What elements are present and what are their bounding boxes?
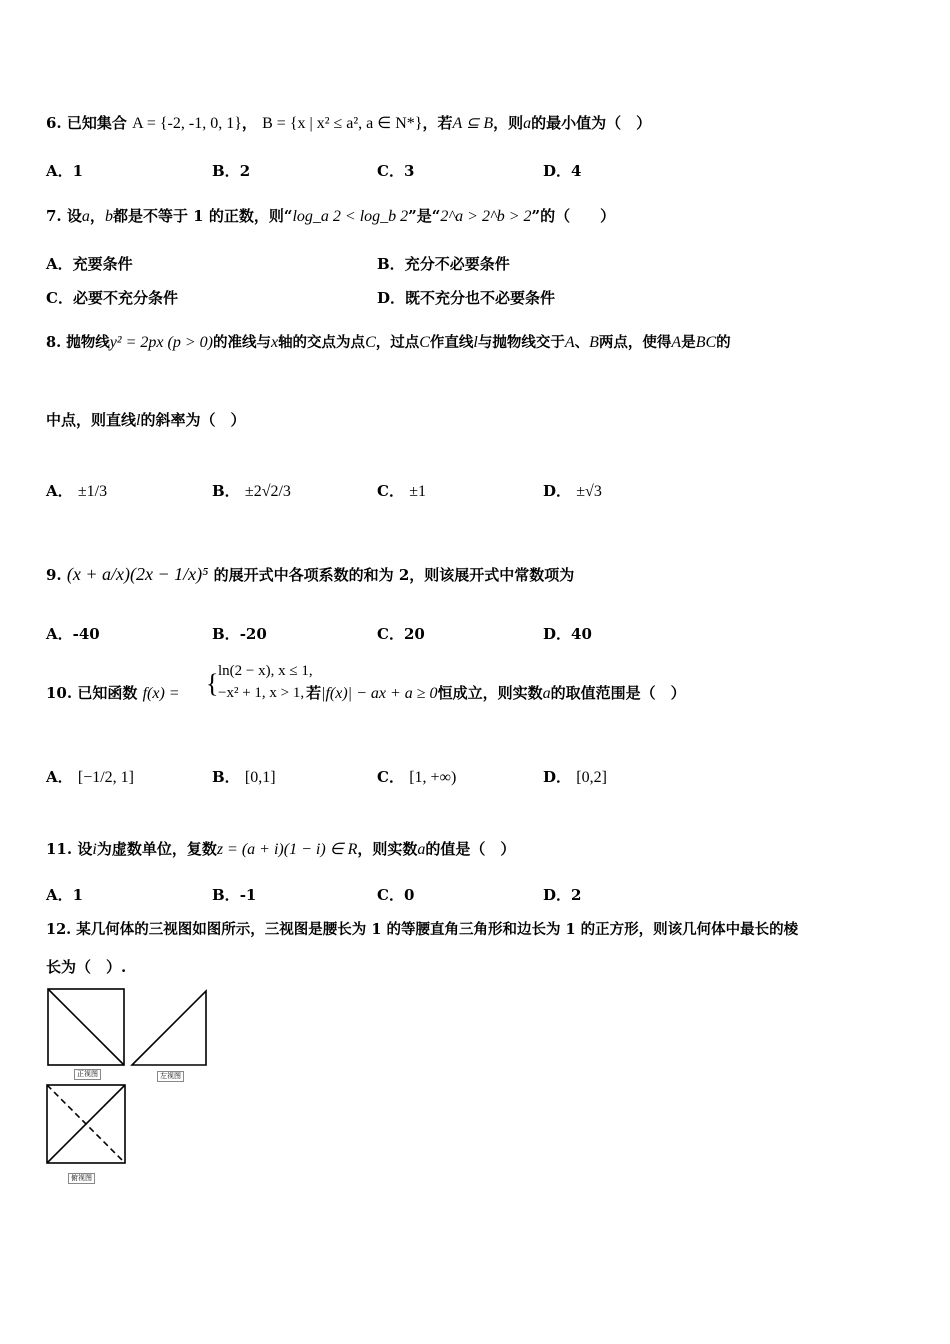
complex-expression: z = (a + i)(1 − i) ∈ R [216, 841, 358, 858]
option-a[interactable]: A．1 [46, 162, 84, 180]
question-number: 9. [46, 566, 62, 584]
option-d[interactable]: D．4 [543, 162, 582, 180]
question-number: 11. [46, 840, 73, 858]
question-9 [46, 564, 574, 585]
question-text: 的最小值为（ ） [531, 114, 652, 132]
option-b[interactable]: B．充分不必要条件 [377, 255, 510, 273]
option-c[interactable]: C．20 [377, 625, 425, 643]
question-text: 已知集合 [66, 114, 127, 132]
front-view-triangle [48, 989, 124, 1065]
parabola-equation: y² = 2px (p > 0) [109, 334, 213, 351]
side-view-triangle [132, 991, 206, 1065]
option-b[interactable]: B．-20 [212, 625, 267, 643]
question-8-line-2: 中点，则直线l的斜率为（ ） [46, 411, 246, 429]
question-text: ，若 [422, 114, 453, 132]
variable-a: a [81, 208, 90, 225]
question-text: ，则 [493, 114, 524, 132]
option-b[interactable]: B．-1 [212, 886, 257, 904]
option-b[interactable]: B．2 [212, 162, 251, 180]
binomial-expression: (x + a/x)(2x − 1/x)⁵ [66, 564, 209, 584]
set-b-expression: B = {x | x² ≤ a², a ∈ N*} [262, 115, 423, 132]
exp-condition: 2^a > 2^b > 2 [440, 208, 532, 225]
option-d[interactable]: D．既不充分也不必要条件 [377, 289, 556, 307]
log-condition: log_a 2 < log_b 2 [292, 208, 409, 225]
question-number: 12. [46, 921, 72, 938]
option-d[interactable]: D． ±√3 [543, 482, 602, 500]
option-b[interactable]: B． ±2√2/3 [212, 482, 291, 500]
option-d[interactable]: D． [0,2] [543, 768, 607, 786]
question-number: 8. [46, 334, 62, 351]
option-c[interactable]: C． ±1 [377, 482, 426, 500]
question-text: 设 [66, 207, 82, 225]
option-d[interactable]: D．40 [543, 625, 592, 643]
question-text: 某几何体的三视图如图所示，三视图是腰长为 1 的等腰直角三角形和边长为 1 的正方形，则该几何体中最长的棱 [76, 921, 799, 938]
three-view-figure [40, 985, 220, 1195]
question-number: 7. [46, 207, 62, 225]
question-6 [46, 113, 651, 134]
question-number: 10. [46, 684, 73, 702]
top-view-square [47, 1085, 125, 1163]
option-d[interactable]: D．2 [543, 886, 582, 904]
option-a[interactable]: A． [−1/2, 1] [46, 768, 134, 786]
option-c[interactable]: C． [1, +∞) [377, 768, 457, 786]
side-view-label: 左视图 [157, 1071, 184, 1082]
question-text: 都是不等于 1 的正数，则“ [112, 207, 293, 225]
option-a[interactable]: A． ±1/3 [46, 482, 108, 500]
question-12 [46, 920, 798, 940]
piecewise-brace: { [206, 669, 219, 698]
question-12-line-2: 长为（ ）. [46, 958, 127, 976]
option-b[interactable]: B． [0,1] [212, 768, 276, 786]
option-c[interactable]: C．必要不充分条件 [46, 289, 178, 307]
question-text: 的展开式中各项系数的和为 2，则该展开式中常数项为 [213, 566, 575, 584]
question-11: 11. 设i为虚数单位，复数z = (a + i)(1 − i) ∈ R，则实数a的值是（ ） [46, 840, 516, 858]
set-a-expression: A = {-2, -1, 0, 1} [132, 115, 242, 132]
piecewise-cases: ln(2 − x), x ≤ 1, −x² + 1, x > 1, [218, 663, 313, 701]
function-name: f(x) = [142, 685, 180, 702]
question-text: ， [241, 114, 257, 132]
variable-a: a [523, 115, 532, 132]
question-text: ”是“ [408, 207, 441, 225]
inequality: |f(x)| − ax + a ≥ 0 [321, 685, 438, 702]
front-view-label: 正视图 [74, 1069, 101, 1080]
subset-condition: A ⊆ B [452, 115, 494, 132]
option-c[interactable]: C．3 [377, 162, 415, 180]
question-text: ”的（ ） [531, 207, 616, 225]
question-number: 6. [46, 114, 62, 132]
option-c[interactable]: C．0 [377, 886, 415, 904]
option-a[interactable]: A．1 [46, 886, 84, 904]
question-10: 10. 已知函数 f(x) = 若|f(x)| − ax + a ≥ 0恒成立，则实数a的取值范围是（ ） [46, 684, 686, 702]
option-a[interactable]: A．充要条件 [46, 255, 133, 273]
question-8: 8. 抛物线y² = 2px (p > 0)的准线与x轴的交点为点C，过点C作直线l与抛物线交于A、B两点，使得A是BC的 [46, 334, 731, 351]
variable-b: b [104, 208, 113, 225]
option-a[interactable]: A．-40 [46, 625, 100, 643]
question-7: 7. 设a，b都是不等于 1 的正数，则“log_a 2 < log_b 2”是“2^a > 2^b > 2”的（ ） [46, 207, 616, 225]
top-view-label: 俯视图 [68, 1173, 95, 1184]
